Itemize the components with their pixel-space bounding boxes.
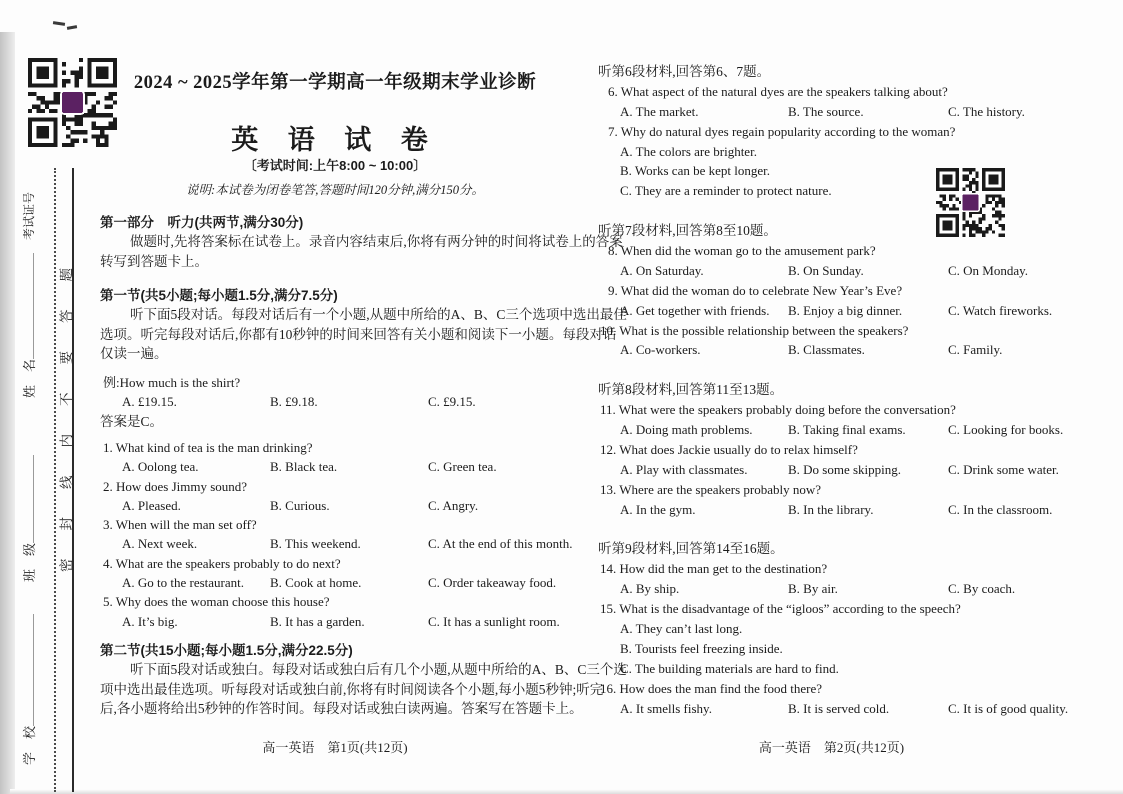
option: C. By coach. [948,581,1016,597]
option-row [598,500,1110,520]
option-row [100,392,570,411]
option-row [598,420,1110,440]
option-row [100,573,570,592]
option-row [598,261,1110,281]
part1-intro-line: 转写到答题卡上。 [100,253,208,269]
exam-time: 〔考试时间:上午8:00 ~ 10:00〕 [243,158,427,173]
name-field [19,238,39,398]
option: A. £19.15. [122,394,177,410]
part1-heading: 第一部分 听力(共两节,满分30分) [100,215,304,230]
registration-mark [67,25,77,30]
option-row [100,496,570,515]
question: 5. Why does the woman choose this house? [103,594,330,610]
option: C. The history. [948,103,1025,119]
option-row [100,612,570,631]
class-fill-line [19,455,34,543]
example-prompt: 例:How much is the shirt? [103,375,241,390]
option: C. It is of good quality. [948,700,1069,716]
option: C. Family. [948,342,1003,358]
page-2 [598,62,1110,718]
section2-block [100,641,627,718]
registration-mark [53,21,65,26]
option: B. On Sunday. [788,262,864,278]
option: B. By air. [788,581,838,597]
section1-block [100,286,627,363]
option-row [598,460,1110,480]
option: A. Oolong tea. [122,459,199,475]
section1-intro-line: 选项。听完每段对话后,你都有10秒钟的时间来回答有关小题和阅读下一小题。每段对话 [100,326,617,342]
example-block [100,373,570,431]
question: 7. Why do natural dyes regain popularity according to the woman? [608,123,956,139]
section1-heading: 第一节(共5小题;每小题1.5分,满分7.5分) [100,288,338,303]
page2-footer: 高一英语 第2页(共12页) [758,740,905,755]
option: B. Curious. [270,497,330,513]
seal-line-text: 密封线内不要答题 [59,240,74,572]
option-row [598,301,1110,321]
option: B. Black tea. [270,459,338,475]
exam-note: 说明:本试卷为闭卷笔答,答题时间120分钟,满分150分。 [186,183,484,197]
question: 10. What is the possible relationship between the speakers? [600,322,909,338]
question: 12. What does Jackie usually do to relax himself? [600,441,858,457]
option: A. Next week. [122,536,198,552]
group-heading: 听第6段材料,回答第6、7题。 [598,64,771,79]
option: B. Do some skipping. [788,461,902,477]
option: C. It has a sunlight room. [428,613,560,629]
option: B. Cook at home. [270,575,362,591]
option: A. By ship. [620,581,680,597]
option: C. The building materials are hard to find. [620,660,839,676]
option: A. In the gym. [620,501,696,517]
subject-title: 英 语 试 卷 [231,125,439,155]
option-row [598,699,1110,719]
option: B. Works can be kept longer. [620,163,770,179]
spacer [598,360,1110,380]
option: B. £9.18. [270,394,318,410]
spacer [598,201,1110,221]
school-fill-line [19,614,34,726]
option: B. Tourists feel freezing inside. [620,640,783,656]
option: C. Green tea. [428,459,497,475]
section2-intro-line: 后,各小题将给出5秒钟的作答时间。每段对话或独白读两遍。答案写在答题卡上。 [100,700,583,716]
option: A. Get together with friends. [620,302,770,318]
name-label: 姓 名 [22,358,37,398]
question: 8. When did the woman go to the amusement park? [608,243,876,259]
spacer [598,519,1110,539]
group-heading: 听第9段材料,回答第14至16题。 [598,541,784,557]
section2-intro-line: 听下面5段对话或独白。每段对话或独白后有几个小题,从题中所给的A、B、C三个选 [130,662,627,678]
option: A. Go to the restaurant. [122,575,245,591]
option: B. The source. [788,103,864,119]
option-row [100,534,573,553]
class-field [19,442,39,582]
question: 15. What is the disadvantage of the “igloos” according to the speech? [600,601,961,617]
example-answer: 答案是C。 [100,413,164,429]
question: 2. How does Jimmy sound? [103,478,248,494]
seal-dotted-line [54,168,56,792]
name-fill-line [19,253,34,359]
question: 14. How did the man get to the destination? [600,561,828,577]
option: B. Classmates. [788,342,865,358]
option: A. The colors are brighter. [620,143,757,159]
option: C. Angry. [428,497,479,513]
group-heading: 听第7段材料,回答第8至10题。 [598,223,777,239]
option: A. Co-workers. [620,342,701,358]
option: A. They can’t last long. [620,620,743,636]
question: 16. How does the man find the food there? [600,680,823,696]
option: A. It’s big. [122,613,178,629]
option: B. In the library. [788,501,874,517]
option: C. They are a reminder to protect nature. [620,183,832,199]
option-row [598,102,1110,122]
option: A. Play with classmates. [620,461,748,477]
question: 13. Where are the speakers probably now? [600,481,822,497]
group-heading: 听第8段材料,回答第11至13题。 [598,382,784,398]
question: 11. What were the speakers probably doing before the conversation? [600,402,956,418]
exam-title: 2024 ~ 2025学年第一学期高一年级期末学业诊断 [133,73,537,93]
option: A. Doing math problems. [620,422,753,438]
option-row [598,579,1110,599]
option: B. Enjoy a big dinner. [788,302,903,318]
question: 3. When will the man set off? [103,517,257,533]
option: B. This weekend. [270,536,361,552]
option: C. On Monday. [948,262,1029,278]
option: B. It is served cold. [788,700,890,716]
exam-number-label: 考试证号 [22,191,36,240]
option: C. Looking for books. [948,422,1064,438]
option: A. It smells fishy. [620,700,712,716]
scan-edge-shadow [0,32,15,794]
option: C. Order takeaway food. [428,575,557,591]
option-row [598,340,1110,360]
option: C. In the classroom. [948,501,1053,517]
option: A. Pleased. [122,497,181,513]
school-field [19,600,39,765]
section2-intro-line: 项中选出最佳选项。听每段对话或独白前,你将有时间阅读各个小题,每小题5秒钟;听完 [100,681,604,697]
section2-heading: 第二节(共15小题;每小题1.5分,满分22.5分) [100,643,353,658]
option: B. It has a garden. [270,613,365,629]
page-1 [100,0,627,794]
question: 6. What aspect of the natural dyes are the speakers talking about? [608,83,948,99]
option-row [100,457,570,476]
option: A. On Saturday. [620,262,704,278]
option: C. Watch fireworks. [948,302,1053,318]
option: C. Drink some water. [948,461,1059,477]
question: 1. What kind of tea is the man drinking? [103,440,313,455]
section1-intro-line: 仅读一遍。 [100,345,168,361]
section1-intro-line: 听下面5段对话。每段对话后有一个小题,从题中所给的A、B、C三个选项中选出最佳 [130,307,627,323]
page1-footer: 高一英语 第1页(共12页) [262,740,408,755]
class-label: 班 级 [22,542,37,582]
option: C. At the end of this month. [428,536,573,552]
question: 9. What did the woman do to celebrate New Year’s Eve? [608,282,903,298]
part1-intro-line: 做题时,先将答案标在试卷上。录音内容结束后,你将有两分钟的时间将试卷上的答案 [130,234,623,250]
option: A. The market. [620,103,699,119]
exam-number-field [19,165,39,240]
option: B. Taking final exams. [788,422,906,438]
questions-1-5 [100,438,573,631]
question: 4. What are the speakers probably to do next? [103,555,341,571]
option: C. £9.15. [428,394,476,410]
school-label: 学 校 [22,725,37,765]
part1-block [100,213,623,271]
